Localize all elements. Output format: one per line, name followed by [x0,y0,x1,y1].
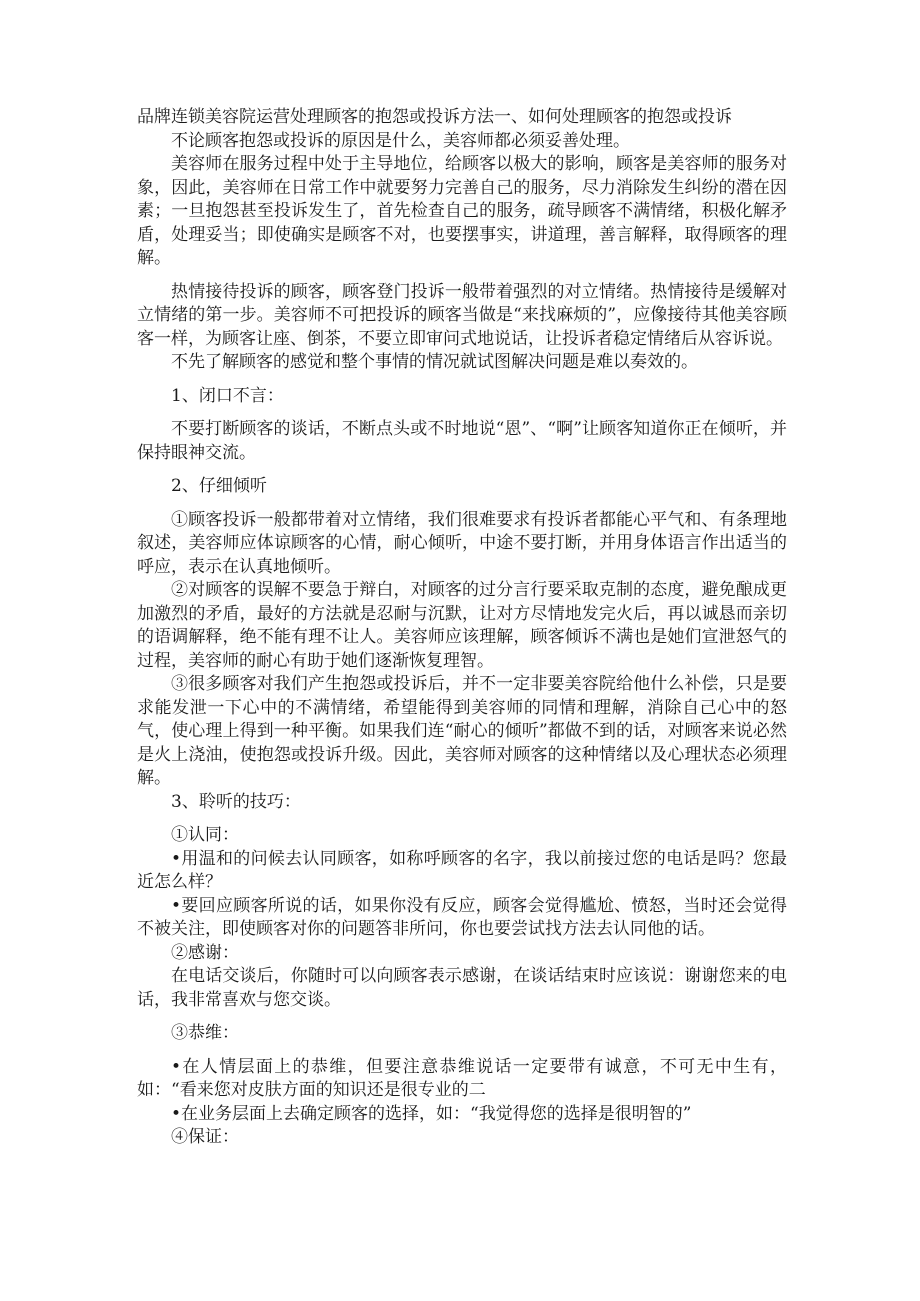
bullet-greeting: •用温和的问候去认同顾客，如称呼顾客的名字，我以前接过您的电话是吗？您最近怎么样？ [137,848,787,892]
subheading-guarantee: ④保证： [171,1127,239,1147]
heading-listen-carefully: 2、仔细倾听 [171,476,267,496]
list-item-listen-2: ②对顾客的误解不要急于辩白，对顾客的过分言行要采取克制的态度，避免酿成更加激烈的矛盾，最好的方法就是忍耐与沉默，让对方尽情地发完火后，再以诚恳而亲切的语调解释，绝不能有理不让人。美容师应该理解，顾客倾诉不满也是她们宣泄怒气的过程，美容师的耐心有助于她们逐渐恢复理智。 [137,580,787,671]
heading-listening-skills: 3、聆听的技巧： [171,791,301,812]
paragraph-thanks: 在电话交谈后，你随时可以向顾客表示感谢，在谈话结束时应该说：谢谢您来的电话，我非常喜欢与您交谈。 [137,966,787,1010]
bullet-compliment-business: •在业务层面上去确定顾客的选择，如：“我觉得您的选择是很明智的” [171,1103,692,1124]
paragraph-dont-interrupt: 不要打断顾客的谈话，不断点头或不时地说“恩”、“啊”让顾客知道你正在倾听，并保持眼神交流。 [137,419,787,463]
list-item-listen-1: ①顾客投诉一般都带着对立情绪，我们很难要求有投诉者都能心平气和、有条理地叙述，美容师应体谅顾客的心情，耐心倾听，中途不要打断，并用身体语言作出适当的呼应，表示在认真地倾听。 [137,509,787,577]
document-page [137,106,787,1150]
bullet-respond: •要回应顾客所说的话，如果你没有反应，顾客会觉得尴尬、愤怒，当时还会觉得不被关注，即使顾客对你的问题答非所问，你也要尝试找方法去认同他的话。 [137,895,787,939]
paragraph-warm-reception: 热情接待投诉的顾客，顾客登门投诉一般带着强烈的对立情绪。热情接待是缓解对立情绪的第一步。美容师不可把投诉的顾客当做是“来找麻烦的”，应像接待其他美容顾客一样，为顾客让座、倒茶，不要立即审问式地说话，让投诉者稳定情绪后从容诉说。 [137,281,787,349]
subheading-thanks: ②感谢： [171,942,239,963]
subheading-compliment: ③恭维： [171,1023,239,1043]
list-item-listen-3: ③很多顾客对我们产生抱怨或投诉后，并不一定非要美容院给他什么补偿，只是要求能发泄一下心中的不满情绪，希望能得到美容师的同情和理解，消除自己心中的怒气，使心理上得到一种平衡。如果我们连“耐心的倾听”都做不到的话，对顾客来说必然是火上浇油，使抱怨或投诉升级。因此，美容师对顾客的这种情绪以及心理状态必须理解。 [137,674,787,788]
document-title-line: 品牌连锁美容院运营处理顾客的抱怨或投诉方法一、如何处理顾客的抱怨或投诉 [137,107,732,127]
paragraph-understand-first: 不先了解顾客的感觉和整个事情的情况就试图解决问题是难以奏效的。 [171,352,698,372]
paragraph-intro: 不论顾客抱怨或投诉的原因是什么，美容师都必须妥善处理。 [171,130,630,151]
paragraph-beautician-role: 美容师在服务过程中处于主导地位，给顾客以极大的影响，顾客是美容师的服务对象，因此，美容师在日常工作中就要努力完善自己的服务，尽力消除发生纠纷的潜在因素；一旦抱怨甚至投诉发生了，首先检查自己的服务，疏导顾客不满情绪，积极化解矛盾，处理妥当；即使确实是顾客不对，也要摆事实，讲道理，善言解释，取得顾客的理解。 [137,154,787,268]
subheading-recognition: ①认同： [171,825,239,845]
bullet-compliment-personal: •在人情层面上的恭维，但要注意恭维说话一定要带有诚意，不可无中生有，如：“看来您对皮肤方面的知识还是很专业的二 [137,1056,787,1100]
heading-keep-silent: 1、闭口不言： [171,385,284,406]
